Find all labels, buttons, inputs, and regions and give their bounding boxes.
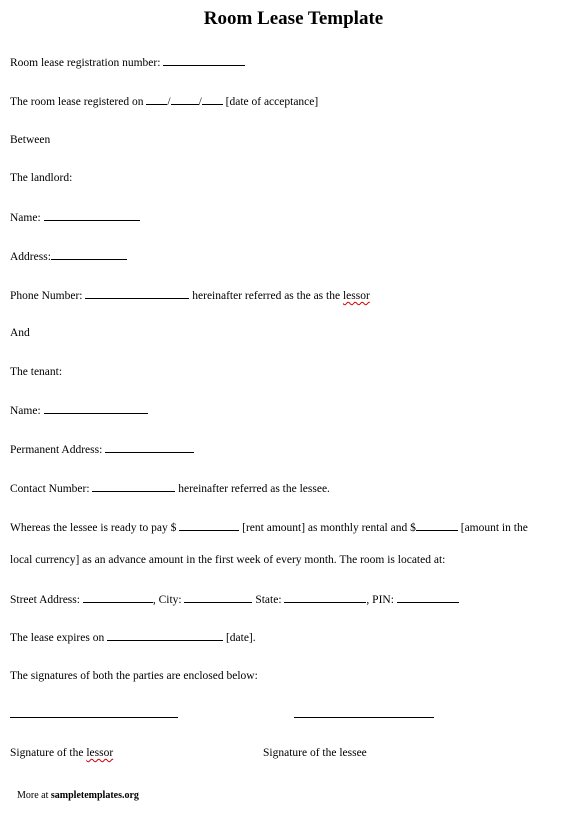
tenant-heading: The tenant: — [10, 366, 63, 378]
registered-year-blank[interactable] — [202, 94, 223, 105]
landlord-heading: The landlord: — [10, 172, 73, 184]
date-separator-1: / — [167, 96, 171, 108]
registered-month-blank[interactable] — [171, 94, 199, 105]
rent-amount-blank[interactable] — [179, 520, 239, 531]
rent-text-1: Whereas the lessee is ready to pay $ — [10, 522, 177, 534]
city-blank[interactable] — [184, 592, 252, 603]
location-row — [10, 592, 459, 607]
rent-text-3: [amount in the — [460, 522, 528, 534]
expiry-date-blank[interactable] — [107, 630, 223, 641]
tenant-name-row — [10, 403, 148, 418]
rent-row-1 — [10, 520, 528, 535]
rent-row-2: local currency] as an advance amount in the first week of every month. The room is located at: — [10, 554, 446, 566]
registered-on-row — [10, 94, 318, 109]
street-address-label: Street Address: — [10, 594, 80, 606]
landlord-phone-label: Phone Number: — [10, 290, 83, 302]
landlord-address-blank[interactable] — [51, 249, 127, 260]
expiry-label: The lease expires on — [10, 632, 105, 644]
city-label: , City: — [152, 594, 182, 606]
footer-prefix: More at — [17, 790, 49, 801]
landlord-name-label: Name: — [10, 212, 41, 224]
lessor-signature-line[interactable] — [10, 717, 178, 718]
lessor-word: lessor — [342, 290, 370, 302]
landlord-phone-row — [10, 288, 370, 303]
expiry-suffix: [date]. — [225, 632, 256, 644]
and-text: And — [10, 327, 30, 339]
landlord-address-label: Address: — [10, 251, 51, 263]
registration-number-label: Room lease registration number: — [10, 57, 161, 69]
tenant-contact-label: Contact Number: — [10, 483, 90, 495]
landlord-address-row — [10, 249, 127, 264]
advance-amount-blank[interactable] — [416, 520, 458, 531]
state-blank[interactable] — [284, 592, 366, 603]
street-address-blank[interactable] — [83, 592, 153, 603]
signatures-intro: The signatures of both the parties are enclosed below: — [10, 670, 258, 682]
document-title: Room Lease Template — [203, 8, 384, 29]
date-separator-2: / — [198, 96, 202, 108]
registration-number-row — [10, 55, 245, 70]
registered-on-suffix: [date of acceptance] — [225, 96, 319, 108]
pin-blank[interactable] — [397, 592, 459, 603]
tenant-name-label: Name: — [10, 405, 41, 417]
pin-label: , PIN: — [366, 594, 394, 606]
lessee-signature-caption: Signature of the lessee — [263, 747, 367, 759]
tenant-contact-suffix: hereinafter referred as the lessee. — [178, 483, 330, 495]
tenant-address-blank[interactable] — [105, 442, 194, 453]
tenant-address-label: Permanent Address: — [10, 444, 103, 456]
landlord-phone-blank[interactable] — [85, 288, 189, 299]
footer-site-link[interactable]: sampletemplates.org — [50, 790, 139, 801]
landlord-phone-suffix: hereinafter referred as the as the — [192, 290, 341, 302]
rent-text-2: [rent amount] as monthly rental and $ — [242, 522, 416, 534]
footer-credit — [17, 790, 139, 801]
landlord-name-row — [10, 210, 140, 225]
lessee-signature-line[interactable] — [294, 717, 434, 718]
tenant-name-blank[interactable] — [44, 403, 148, 414]
tenant-contact-row — [10, 481, 330, 496]
registration-number-blank[interactable] — [163, 55, 245, 66]
registered-on-label: The room lease registered on — [10, 96, 144, 108]
registered-day-blank[interactable] — [146, 94, 167, 105]
state-label: State: — [255, 594, 282, 606]
between-text: Between — [10, 134, 51, 146]
landlord-name-blank[interactable] — [44, 210, 140, 221]
lessor-signature-caption — [10, 746, 113, 760]
tenant-contact-blank[interactable] — [92, 481, 175, 492]
lessor-signature-word: lessor — [86, 747, 114, 759]
expiry-row — [10, 630, 256, 645]
lessor-signature-prefix: Signature of the — [10, 747, 84, 759]
tenant-address-row — [10, 442, 194, 457]
